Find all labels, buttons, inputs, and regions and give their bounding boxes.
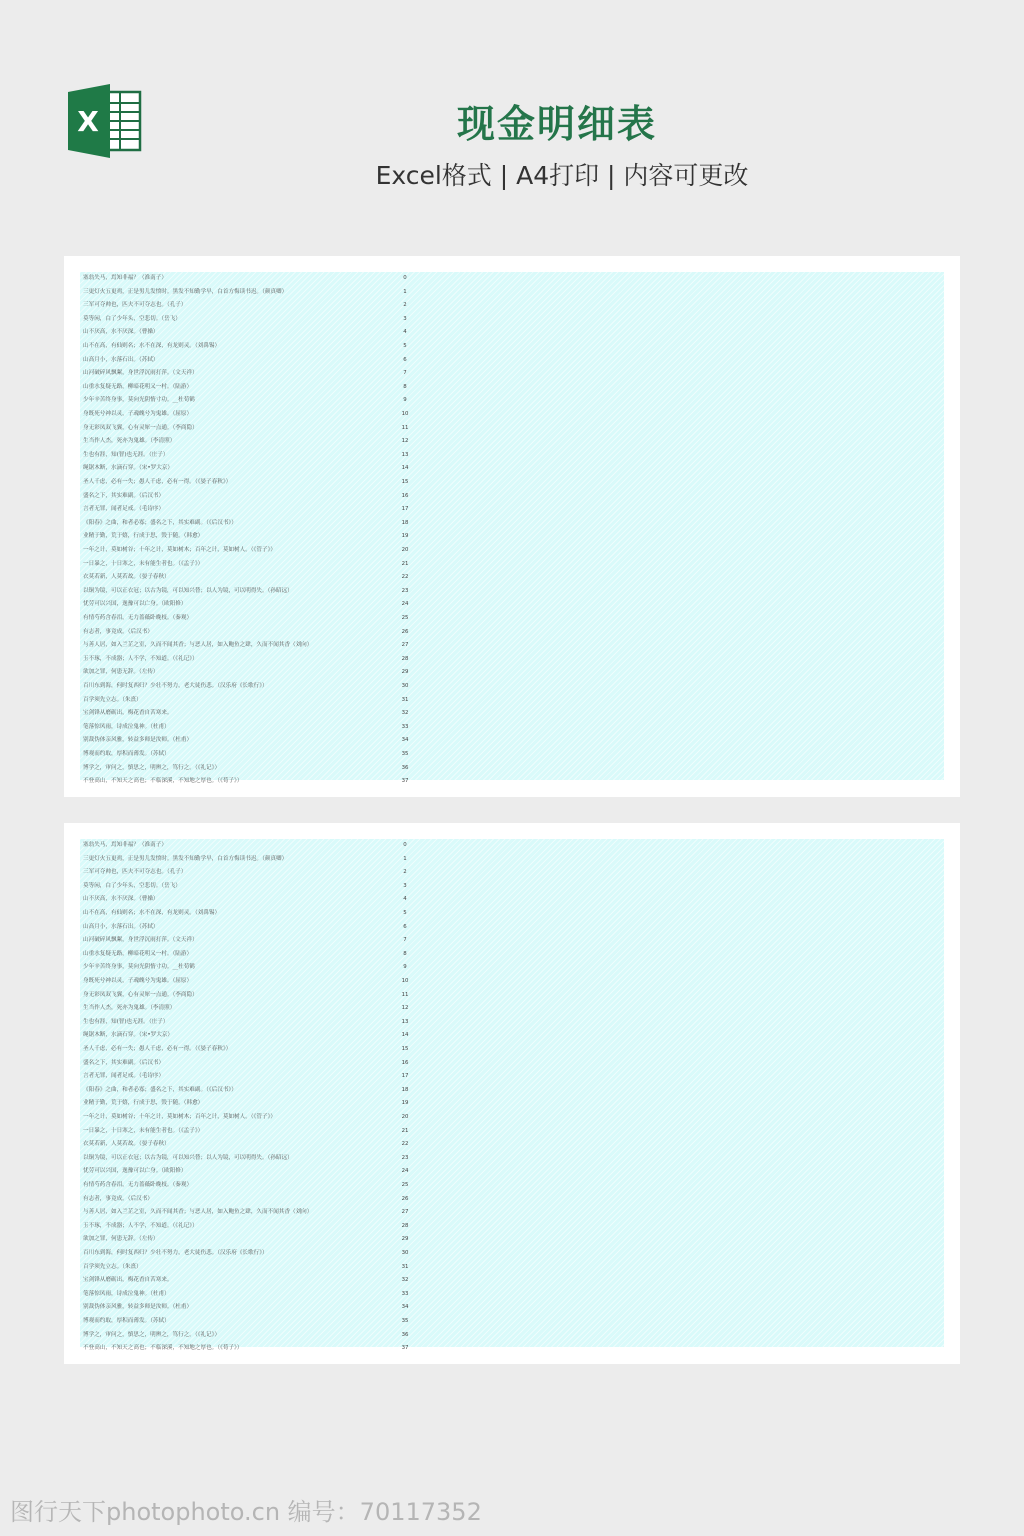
table-row [80, 558, 420, 572]
row-text: 衣莫若新，人莫若故。（晏子春秋） [83, 574, 170, 581]
table-row [80, 354, 420, 368]
row-number: 13 [401, 1018, 409, 1025]
row-number: 28 [401, 655, 409, 662]
table-row [80, 1179, 420, 1193]
table-row [80, 948, 420, 962]
row-text: 圣人千虑，必有一失；愚人千虑，必有一得。（《晏子春秋》） [83, 1046, 232, 1052]
row-number: 4 [403, 329, 407, 336]
row-text: 忧劳可以兴国，逸豫可以亡身。（欧阳修） [83, 601, 187, 608]
table-row [80, 435, 420, 449]
row-text: 百学须先立志。（朱熹） [83, 1263, 142, 1270]
row-number: 35 [401, 751, 409, 757]
table-row [80, 1206, 420, 1220]
row-number: 34 [401, 737, 409, 744]
row-number: 1 [403, 855, 407, 862]
table-row [80, 1288, 420, 1302]
row-number: 18 [401, 1086, 409, 1093]
row-text: 业精于勤，荒于嬉，行成于思，毁于随。（韩愈） [83, 1100, 204, 1107]
row-number: 21 [401, 560, 409, 567]
table-row [80, 1247, 420, 1261]
row-text: 山不厌高，水不厌深。（曹操） [83, 329, 159, 336]
row-number: 24 [401, 1168, 409, 1175]
row-number: 22 [401, 1141, 409, 1148]
row-number: 19 [401, 533, 409, 540]
row-text: 与善人居，如入兰芷之室，久而不闻其香；与恶人居，如入鲍鱼之肆，久而不闻其香（刘向） [83, 642, 313, 649]
row-text: 身无彩凤双飞翼，心有灵犀一点通。（李商隐） [83, 991, 198, 998]
row-number: 16 [401, 1059, 409, 1066]
row-number: 37 [401, 778, 409, 785]
sheet-content [80, 272, 944, 785]
row-number: 23 [401, 1154, 409, 1161]
row-number: 2 [403, 302, 407, 309]
row-text: 山不厌高，水不厌深。（曹操） [83, 896, 159, 903]
row-text: 有情芍药含春泪，无力蔷薇卧晚枝。（秦观） [83, 1182, 193, 1188]
table-row [80, 748, 420, 762]
table-row [80, 1274, 420, 1288]
page-title: 现金明细表 [456, 102, 657, 146]
row-number: 19 [401, 1100, 409, 1107]
table-row [80, 1329, 420, 1343]
row-text: 绳锯木断，水滴石穿。（宋•罗大京） [83, 465, 173, 472]
row-text: 笔落惊风雨，诗成泣鬼神。（杜甫） [83, 1290, 170, 1297]
table-row [80, 961, 420, 975]
row-text: 衣莫若新，人莫若故。（晏子春秋） [83, 1141, 170, 1148]
row-number: 20 [401, 547, 409, 553]
table-row [80, 286, 420, 300]
table-row [80, 598, 420, 612]
row-number: 5 [403, 910, 407, 916]
row-number: 25 [401, 615, 409, 621]
table-row [80, 503, 420, 517]
table-row [80, 449, 420, 463]
row-number: 17 [401, 506, 409, 513]
row-number: 20 [401, 1114, 409, 1120]
row-text: 生当作人杰，死亦为鬼雄。（李清照） [83, 1005, 176, 1012]
row-number: 29 [401, 669, 409, 676]
table-row [80, 1138, 420, 1152]
table-row [80, 853, 420, 867]
row-text: 别裁伪体亲风雅，转益多师是汝师。（杜甫） [83, 737, 193, 744]
row-number: 31 [401, 696, 409, 703]
row-number: 4 [403, 896, 407, 903]
sheet-content [80, 839, 944, 1352]
table-row [80, 367, 420, 381]
table-row [80, 1233, 420, 1247]
row-number: 12 [401, 1005, 409, 1012]
table-row [80, 340, 420, 354]
row-number: 14 [401, 1032, 409, 1039]
table-row [80, 490, 420, 504]
table-row [80, 1165, 420, 1179]
table-row [80, 313, 420, 327]
row-text: 三军可夺帅也，匹夫不可夺志也。（孔子） [83, 869, 187, 876]
row-number: 17 [401, 1073, 409, 1080]
table-row [80, 1029, 420, 1043]
table-row [80, 1152, 420, 1166]
row-number: 16 [401, 492, 409, 499]
row-text: 山重水复疑无路，柳暗花明又一村。（陆游） [83, 950, 193, 957]
row-text: 不登高山，不知天之高也；不临深溪，不知地之厚也。（《荀子》） [83, 778, 243, 785]
row-number: 2 [403, 869, 407, 876]
row-number: 32 [401, 1277, 409, 1284]
table-row [80, 517, 420, 531]
table-row [80, 734, 420, 748]
row-text: 塞翁失马，焉知非福？（淮南子） [83, 842, 167, 848]
row-text: 少年辛苦终身事，莫向光阴惰寸功。__杜荀鹤 [83, 397, 195, 404]
row-number: 26 [401, 1195, 409, 1202]
row-number: 22 [401, 574, 409, 581]
row-text: 圣人千虑，必有一失；愚人千虑，必有一得。（《晏子春秋》） [83, 479, 232, 485]
row-number: 11 [401, 424, 409, 431]
row-text: 与善人居，如入兰芷之室，久而不闻其香；与恶人居，如入鲍鱼之肆，久而不闻其香（刘向） [83, 1209, 313, 1216]
row-text: 盛名之下，其实难副。（后汉书） [83, 1059, 165, 1066]
row-number: 33 [401, 1290, 409, 1297]
row-number: 23 [401, 587, 409, 594]
row-text: 盛名之下，其实难副。（后汉书） [83, 492, 165, 499]
row-text: 山不在高，有仙则名；水不在深，有龙则灵。（刘禹锡） [83, 910, 221, 916]
row-number: 9 [403, 397, 407, 404]
table-row [80, 880, 420, 894]
row-number: 8 [403, 383, 407, 390]
sheet-preview-2 [64, 823, 960, 1364]
row-text: 一年之计，莫如树谷；十年之计，莫如树木；百年之计，莫如树人。（《管子》） [83, 547, 276, 553]
table-row [80, 666, 420, 680]
watermark: 图行天下photophoto.cn 编号：70117352 [10, 1498, 482, 1526]
row-number: 24 [401, 601, 409, 608]
row-number: 28 [401, 1222, 409, 1229]
row-number: 15 [401, 1046, 409, 1052]
row-text: 欲加之罪，何患无辞。（左传） [83, 1236, 159, 1243]
table-row [80, 639, 420, 653]
table-row [80, 394, 420, 408]
row-number: 33 [401, 723, 409, 730]
row-number: 31 [401, 1263, 409, 1270]
row-text: 言者无罪，闻者足戒。（毛诗序） [83, 506, 165, 513]
row-text: 百学须先立志。（朱熹） [83, 696, 142, 703]
row-text: 玉不琢，不成器；人不学，不知道。（《礼记》） [83, 1222, 198, 1229]
row-text: 博学之，审问之，慎思之，明辨之，笃行之。（《礼记》） [83, 1331, 221, 1338]
table-row [80, 1043, 420, 1057]
table-row [80, 893, 420, 907]
row-number: 9 [403, 964, 407, 971]
table-row [80, 1125, 420, 1139]
page-subtitle: Excel格式 | A4打印 | 内容可更改 [375, 161, 749, 190]
table-row [80, 272, 420, 286]
row-number: 27 [401, 642, 409, 649]
row-text: 宝剑锋从磨砺出，梅花香自苦寒来。 [83, 710, 173, 717]
table-row [80, 1057, 420, 1071]
row-number: 13 [401, 451, 409, 458]
table-row [80, 975, 420, 989]
row-text: 《阳春》之曲，和者必寡；盛名之下，其实难副。（《后汉书》） [83, 1086, 237, 1093]
row-text: 山河破碎风飘絮，身世浮沉雨打萍。（文天祥） [83, 370, 198, 377]
row-number: 34 [401, 1304, 409, 1311]
table-row [80, 381, 420, 395]
row-number: 36 [401, 764, 409, 771]
table-row [80, 1301, 420, 1315]
row-number: 0 [403, 275, 407, 281]
table-row [80, 934, 420, 948]
row-text: 莫等闲，白了少年头，空悲切。（岳飞） [83, 315, 181, 322]
row-number: 36 [401, 1331, 409, 1338]
row-text: 有志者，事竟成。（后汉书） [83, 1195, 153, 1202]
row-number: 25 [401, 1182, 409, 1188]
row-number: 5 [403, 343, 407, 349]
table-row [80, 989, 420, 1003]
table-row [80, 1315, 420, 1329]
logo-letter: X [77, 105, 99, 138]
row-number: 32 [401, 710, 409, 717]
row-text: 有志者，事竟成。（后汉书） [83, 628, 153, 635]
table-row [80, 462, 420, 476]
table-row [80, 762, 420, 776]
row-number: 30 [401, 683, 409, 689]
table-row [80, 775, 420, 789]
row-text: 山高月小，水落石出。（苏轼） [83, 356, 159, 363]
row-text: 言者无罪，闻者足戒。（毛诗序） [83, 1073, 165, 1080]
row-text: 笔落惊风雨，诗成泣鬼神。（杜甫） [83, 723, 170, 730]
row-number: 6 [403, 356, 407, 363]
table-row [80, 571, 420, 585]
row-number: 6 [403, 923, 407, 930]
row-number: 7 [403, 370, 407, 377]
row-text: 《阳春》之曲，和者必寡；盛名之下，其实难副。（《后汉书》） [83, 519, 237, 526]
table-row [80, 1084, 420, 1098]
row-number: 35 [401, 1318, 409, 1324]
row-number: 10 [401, 411, 409, 417]
row-text: 以铜为镜，可以正衣冠；以古为镜，可以知兴替；以人为镜，可以明得失。（孙昭远） [83, 587, 293, 594]
row-number: 26 [401, 628, 409, 635]
row-text: 一日暴之，十日寒之，未有能生者也。（《孟子》） [83, 1127, 204, 1134]
table-row [80, 544, 420, 558]
row-number: 29 [401, 1236, 409, 1243]
table-row [80, 694, 420, 708]
row-text: 百川东到海，何时复西归？少壮不努力，老大徒伤悲。（汉乐府《长歌行》） [83, 683, 268, 689]
row-text: 宝剑锋从磨砺出，梅花香自苦寒来。 [83, 1277, 173, 1284]
row-text: 山河破碎风飘絮，身世浮沉雨打萍。（文天祥） [83, 937, 198, 944]
row-number: 27 [401, 1209, 409, 1216]
row-text: 忧劳可以兴国，逸豫可以亡身。（欧阳修） [83, 1168, 187, 1175]
row-text: 欲加之罪，何患无辞。（左传） [83, 669, 159, 676]
table-row [80, 907, 420, 921]
row-number: 10 [401, 978, 409, 984]
row-number: 18 [401, 519, 409, 526]
table-row [80, 1342, 420, 1356]
table-row [80, 326, 420, 340]
row-text: 三更灯火五更鸡，正是男儿发愤时。黑发不知勤学早，白首方悔读书迟。（颜真卿） [83, 288, 288, 295]
row-number: 37 [401, 1345, 409, 1352]
table-row [80, 476, 420, 490]
table-row [80, 1261, 420, 1275]
row-text: 山重水复疑无路，柳暗花明又一村。（陆游） [83, 383, 193, 390]
table-row [80, 585, 420, 599]
table-row [80, 1111, 420, 1125]
row-text: 山高月小，水落石出。（苏轼） [83, 923, 159, 930]
row-text: 生也有涯，知(智)也无涯。（庄子） [83, 451, 169, 458]
sheet-preview-1 [64, 256, 960, 797]
row-number: 15 [401, 479, 409, 485]
table-row [80, 653, 420, 667]
row-text: 不登高山，不知天之高也；不临深溪，不知地之厚也。（《荀子》） [83, 1345, 243, 1352]
table-row [80, 1193, 420, 1207]
row-text: 别裁伪体亲风雅，转益多师是汝师。（杜甫） [83, 1304, 193, 1311]
row-text: 一年之计，莫如树谷；十年之计，莫如树木；百年之计，莫如树人。（《管子》） [83, 1114, 276, 1120]
row-number: 30 [401, 1250, 409, 1256]
row-text: 绳锯木断，水滴石穿。（宋•罗大京） [83, 1032, 173, 1039]
row-number: 14 [401, 465, 409, 472]
table-row [80, 680, 420, 694]
table-row [80, 1097, 420, 1111]
table-row [80, 1002, 420, 1016]
table-row [80, 408, 420, 422]
table-row [80, 626, 420, 640]
row-text: 身既死兮神以灵，子魂魄兮为鬼雄。（屈原） [83, 411, 193, 417]
table-row [80, 721, 420, 735]
row-text: 一日暴之，十日寒之，未有能生者也。（《孟子》） [83, 560, 204, 567]
table-row [80, 866, 420, 880]
table-row [80, 299, 420, 313]
row-text: 有情芍药含春泪，无力蔷薇卧晚枝。（秦观） [83, 615, 193, 621]
table-row [80, 921, 420, 935]
table-row [80, 1070, 420, 1084]
row-text: 身既死兮神以灵，子魂魄兮为鬼雄。（屈原） [83, 978, 193, 984]
table-row [80, 707, 420, 721]
row-text: 身无彩凤双飞翼，心有灵犀一点通。（李商隐） [83, 424, 198, 431]
table-row [80, 612, 420, 626]
row-number: 12 [401, 438, 409, 445]
row-text: 生当作人杰，死亦为鬼雄。（李清照） [83, 438, 176, 445]
row-text: 少年辛苦终身事，莫向光阴惰寸功。__杜荀鹤 [83, 964, 195, 971]
table-row [80, 839, 420, 853]
table-row [80, 422, 420, 436]
row-text: 玉不琢，不成器；人不学，不知道。（《礼记》） [83, 655, 198, 662]
row-number: 3 [403, 882, 407, 889]
row-text: 山不在高，有仙则名；水不在深，有龙则灵。（刘禹锡） [83, 343, 221, 349]
row-number: 3 [403, 315, 407, 322]
row-text: 博观而约取，厚积而薄发。（苏轼） [83, 1318, 170, 1324]
row-text: 百川东到海，何时复西归？少壮不努力，老大徒伤悲。（汉乐府《长歌行》） [83, 1250, 268, 1256]
row-number: 21 [401, 1127, 409, 1134]
row-text: 生也有涯，知(智)也无涯。（庄子） [83, 1018, 169, 1025]
table-row [80, 1016, 420, 1030]
row-text: 业精于勤，荒于嬉，行成于思，毁于随。（韩愈） [83, 533, 204, 540]
row-text: 莫等闲，白了少年头，空悲切。（岳飞） [83, 882, 181, 889]
row-text: 塞翁失马，焉知非福？（淮南子） [83, 275, 167, 281]
row-number: 0 [403, 842, 407, 848]
row-number: 7 [403, 937, 407, 944]
row-text: 三更灯火五更鸡，正是男儿发愤时。黑发不知勤学早，白首方悔读书迟。（颜真卿） [83, 855, 288, 862]
row-text: 三军可夺帅也，匹夫不可夺志也。（孔子） [83, 302, 187, 309]
table-row [80, 530, 420, 544]
row-text: 博观而约取，厚积而薄发。（苏轼） [83, 751, 170, 757]
row-text: 博学之，审问之，慎思之，明辨之，笃行之。（《礼记》） [83, 764, 221, 771]
row-number: 8 [403, 950, 407, 957]
table-row [80, 1220, 420, 1234]
row-number: 11 [401, 991, 409, 998]
row-text: 以铜为镜，可以正衣冠；以古为镜，可以知兴替；以人为镜，可以明得失。（孙昭远） [83, 1154, 293, 1161]
row-number: 1 [403, 288, 407, 295]
